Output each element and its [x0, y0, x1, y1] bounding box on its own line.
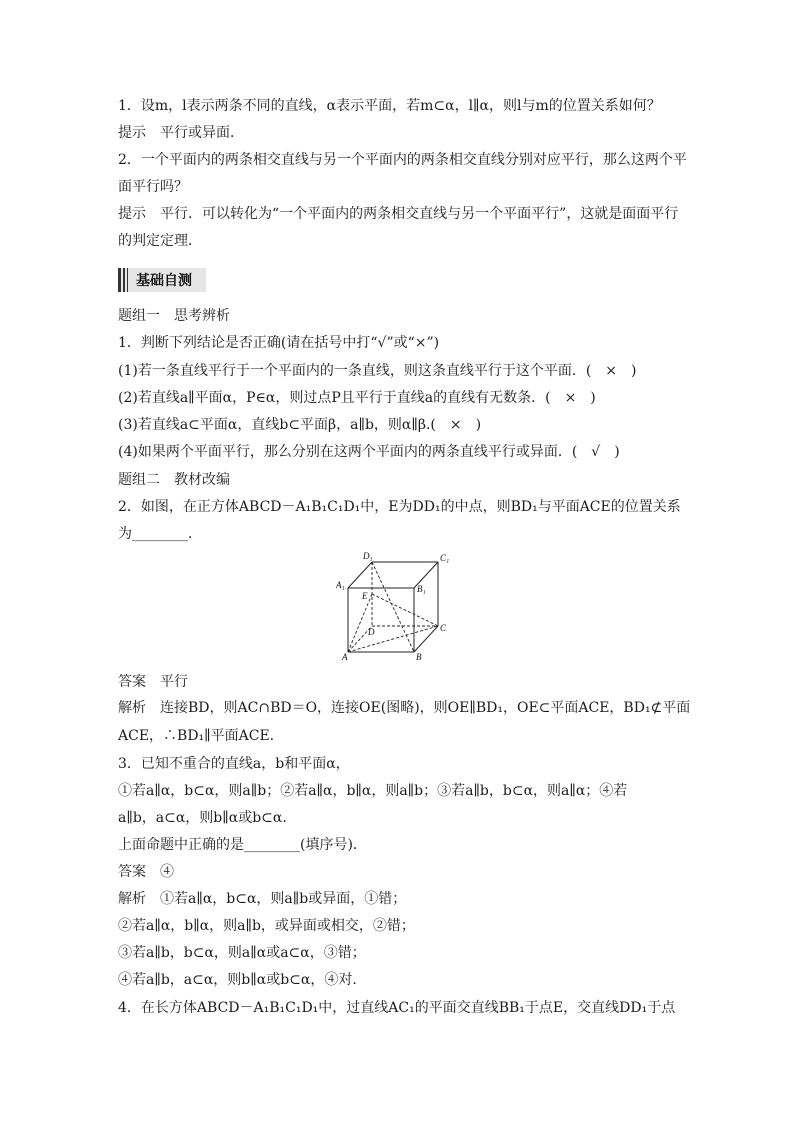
ex3-props-1: ①若a∥α，b⊂α，则a∥b；②若a∥α，b∥α，则a∥b；③若a∥b，b⊂α，则a∥α；④若 [118, 783, 628, 799]
seg-ea [348, 594, 372, 652]
ex3-question: 上面命题中正确的是________(填序号)． [118, 837, 367, 853]
section-header [118, 268, 206, 292]
cube-figure [336, 550, 456, 662]
ex2-analysis-2: ACE，∴BD₁∥平面ACE. [118, 728, 275, 744]
ex2-answer: 答案 平行 [118, 674, 188, 690]
ex4-line-1: 4．在长方体ABCD－A₁B₁C₁D₁中，过直线AC₁的平面交直线BB₁于点E，交直线DD₁于点 [118, 1000, 676, 1016]
ex3-analysis-3: ③若a∥b，b⊂α，则a∥α或a⊂α，③错； [118, 945, 366, 961]
q2-hint-2: 的判定定理． [118, 233, 202, 249]
group1-title: 题组一 思考辨析 [118, 308, 230, 324]
q2-line-1: 2．一个平面内的两条相交直线与另一个平面内的两条相交直线分别对应平行，那么这两个平 [118, 152, 687, 168]
label-a: A [342, 652, 348, 662]
ex3-analysis-2: ②若a∥α，b∥α，则a∥b，或异面或相交，②错； [118, 918, 415, 934]
q2-line-2: 面平行吗？ [118, 179, 188, 195]
group2-title: 题组二 教材改编 [118, 472, 230, 488]
ex2-analysis-1: 解析 连接BD，则AC∩BD＝O，连接OE(图略)，则OE∥BD₁，OE⊂平面ACE，BD₁⊄平面 [118, 700, 691, 716]
ex3-analysis-1: 解析 ①若a∥α，b⊂α，则a∥b或异面，①错； [118, 891, 407, 907]
label-c1: C₁ [440, 553, 450, 563]
ex2-line-2: 为________． [118, 526, 202, 542]
ex3-answer: 答案 ④ [118, 864, 174, 880]
edge-a1d1 [348, 562, 372, 588]
q2-hint-1: 提示 平行．可以转化为“一个平面内的两条相交直线与另一个平面平行”，这就是面面平行 [118, 206, 679, 222]
section-title: 基础自测 [136, 273, 192, 289]
ex1-item-3: (3)若直线a⊂平面α，直线b⊂平面β，a∥b，则α∥β.( × ) [118, 417, 482, 433]
label-d1: D₁ [363, 551, 373, 561]
ex1-stem: 1．判断下列结论是否正确(请在括号中打“√”或“×”) [118, 335, 440, 351]
ex3-stem: 3．已知不重合的直线a，b和平面α， [118, 756, 350, 772]
ex3-analysis-4: ④若a∥b，a⊂α，则b∥α或b⊂α，④对. [118, 972, 357, 988]
ex1-item-4: (4)如果两个平面平行，那么分别在这两个平面内的两条直线平行或异面．( √ ) [118, 444, 620, 460]
diag-bd1 [372, 562, 414, 652]
label-c: C [440, 623, 447, 633]
label-b1: B₁ [417, 584, 426, 594]
label-a1: A₁ [336, 580, 345, 590]
label-b: B [416, 652, 422, 662]
q1-line-1: 1．设m，l表示两条不同的直线，α表示平面，若m⊂α，l∥α，则l与m的位置关系如何？ [118, 98, 661, 114]
ex1-item-2: (2)若直线a∥平面α，P∈α，则过点P且平行于直线a的直线有无数条．( × ) [118, 390, 596, 406]
label-d: D [368, 627, 375, 637]
diag-ac [348, 626, 438, 652]
q1-hint: 提示 平行或异面． [118, 125, 244, 141]
section-bars-icon [118, 268, 130, 292]
ex2-line-1: 2．如图，在正方体ABCD－A₁B₁C₁D₁中，E为DD₁的中点，则BD₁与平面ACE的位置关系 [118, 499, 681, 515]
ex3-props-2: a∥b，a⊂α，则b∥α或b⊂α. [118, 810, 287, 826]
label-e: E [362, 591, 368, 601]
seg-ec [372, 594, 438, 626]
ex1-item-1: (1)若一条直线平行于一个平面内的一条直线，则这条直线平行于这个平面．( × ) [118, 363, 637, 379]
